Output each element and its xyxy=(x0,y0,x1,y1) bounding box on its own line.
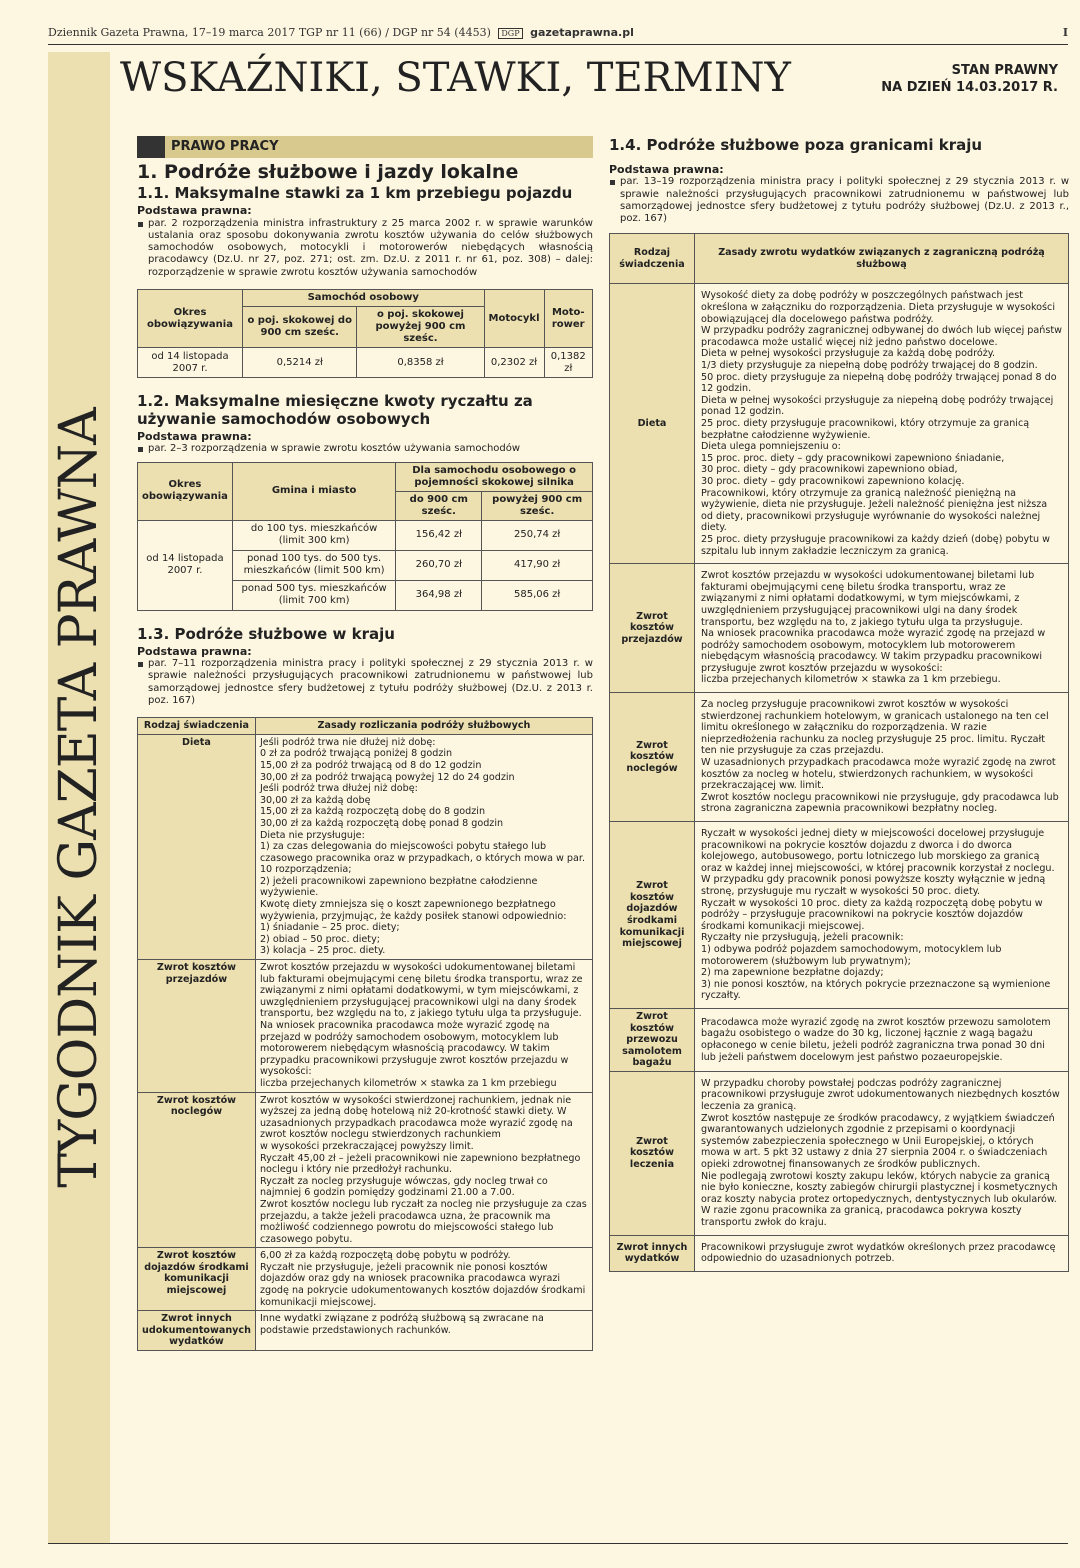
s12-basis: par. 2–3 rozporządzenia w sprawie zwrotu kosztów używania samochodów xyxy=(137,443,593,455)
spine-banner xyxy=(48,52,110,1544)
section-bar xyxy=(137,136,593,158)
right-column xyxy=(609,136,1069,1272)
s14-title: 1.4. Podróże służbowe poza granicami kraju xyxy=(609,136,983,154)
dgp-logo: DGP xyxy=(498,28,522,39)
left-column xyxy=(137,136,593,1351)
s14-basis: par. 13–19 rozporządzenia ministra pracy i polityki społecznej z 29 stycznia 2013 r. w sprawie należności przysługujących pracownikowi zatrudnionemu w państwowej lub samorządowej jednostce sfery budżetowej z tytułu podróży służbowej (Dz.U. z 2013 r., poz. 167) xyxy=(609,176,1069,225)
s14-basis-label: Podstawa prawna: xyxy=(609,163,724,176)
s14-table: Rodzaj świadczenia Zasady zwrotu wydatków związanych z zagraniczną podróżą służbową Dieta Wysokość diety za dobę podróży w poszczególnych państwach jest określona w załączniku do rozporządzenia. Dieta przysługuje w wysokości obowiązującej dla docelowego państwa podróży. W przypadku podróży zagranicznej odbywanej do dwóch lub więcej państw pracodawca może ustalić więcej niż jedno państwo docelowe. Dieta w pełnej wysokości przysługuje za każdą dobę podróży. 1/3 diety przysługuje za niepełną dobę podróży trwającej do 8 godzin. 50 proc. diety przysługuje za niepełną dobę podróży trwającej ponad 8 do 12 godzin. Dieta w pełnej wysokości przysługuje za niepełną dobę podróży trwającej ponad 12 godzin. 25 proc. diety przysługuje pracownikowi, który otrzymuje za granicą bezpłatne całodzienne wyżywienie. Dieta ulega pomniejszeniu o: 15 proc. proc. diety – gdy pracownikowi zapewniono śniadanie, 30 proc. diety – gdy pracownikowi zapewniono obiad, 30 proc. diety – gdy pracownikowi zapewniono kolację. Pracownikowi, który otrzymuje za granicą należność pieniężną na wyżywienie, dieta nie przysługuje. Jeżeli należność pieniężna jest niższa od diety, pracownikowi przysługuje wyrównanie do wysokości należnej diety. 25 proc. diety przysługuje pracownikowi za każdy dzień (dobę) pobytu w szpitalu lub innym zakładzie leczniczym za granicą. Zwrot kosztów przejazdów Zwrot kosztów przejazdu w wysokości udokumentowanej biletami lub fakturami obejmującymi cenę biletu środka transportu, wraz ze związanymi z nimi opłatami dodatkowymi, w tym miejscówkami, z uwzględnieniem przysługującej pracownikowi ulgi na dany środek transportu, bez względu na to, z jakiego tytułu ulga ta przysługuje. Na wniosek pracownika pracodawca może wyrazić zgodę na przejazd w podróży samochodem osobowym, motocyklem lub motorowerem niebędącym własnością pracodawcy. W takim przypadku pracownikowi przysługuje zwrot kosztów przejazdu w wysokości: liczba przejechanych kilometrów × stawka za 1 km przebiegu. Zwrot kosztów noclegów Za nocleg przysługuje pracownikowi zwrot kosztów w wysokości stwierdzonej rachunkiem hotelowym, w granicach ustalonego na ten cel limitu określonego w załączniku do rozporządzenia. W razie nieprzedłożenia rachunku za nocleg przysługuje 25 proc. limitu. Ryczałt ten nie przysługuje za czas przejazdu. W uzasadnionych przypadkach pracodawca może wyrazić zgodę na zwrot kosztów za nocleg w hotelu, stwierdzonych rachunkiem, w wysokości przekraczającej ww. limit. Zwrot kosztów noclegu pracownikowi nie przysługuje, gdy pracodawca lub strona zagraniczna zapewnia pracownikowi bezpłatny nocleg. Zwrot kosztów dojazdów środkami komunikacji miejscowej Ryczałt w wysokości jednej diety w miejscowości docelowej przysługuje pracownikowi na pokrycie kosztów dojazdu z dworca i do dworca kolejowego, autobusowego, portu lotniczego lub morskiego za granicą oraz w każdej innej miejscowości, w której pracownik korzystał z noclegu. W przypadku gdy pracownik ponosi powyższe koszty wyłącznie w jedną stronę, przysługuje mu ryczałt w wysokości 50 proc. diety. Ryczałt w wysokości 10 proc. diety za każdą rozpoczętą dobę pobytu w podróży – przysługuje pracownikowi na pokrycie kosztów dojazdów środkami komunikacji miejscowej. Ryczałty nie przysługują, jeżeli pracownik: 1) odbywa podróż pojazdem samochodowym, motocyklem lub motorowerem (służbowym lub prywatnym); 2) ma zapewnione bezpłatne dojazdy; 3) nie ponosi kosztów, na których pokrycie przeznaczone są wymienione ryczałty. Zwrot kosztów przewozu samolotem bagażu Pracodawca może wyrazić zgodę na zwrot kosztów przewozu samolotem bagażu osobistego o wadze do 30 kg, liczonej łącznie z wagą bagażu opłaconego w cenie biletu, jeżeli podróż zagraniczna trwa ponad 30 dni lub jeżeli państwem docelowym jest państwo pozaeuropejskie. Zwrot kosztów leczenia W przypadku choroby powstałej podczas podróży zagranicznej pracownikowi przysługuje zwrot udokumentowanych niezbędnych kosztów leczenia za granicą. Zwrot kosztów następuje ze środków pracodawcy, z wyjątkiem świadczeń gwarantowanych udzielonych zgodnie z przepisami o koordynacji systemów zabezpieczenia społecznego w Unii Europejskiej, o których mowa w art. 5 pkt 32 ustawy z dnia 27 sierpnia 2004 r. o świadczeniach opieki zdrowotnej finansowanych ze środków publicznych. Nie podlegają zwrotowi koszty zakupu leków, których nabycie za granicą nie było konieczne, koszty zabiegów chirurgii plastycznej i kosmetycznych oraz koszty nabycia protez ortopedycznych, dentystycznych lub okularów. W razie zgonu pracownika za granicą, pracodawca pokrywa koszty transportu zwłok do kraju. Zwrot innych wydatków Pracownikowi przysługuje zwrot wydatków określonych przez pracodawcę odpowiednio do uzasadnionych potrzeb. xyxy=(609,233,1069,1271)
legal-status: STAN PRAWNY NA DZIEŃ 14.03.2017 R. xyxy=(881,63,1058,95)
s1-title: 1. Podróże służbowe i jazdy lokalne xyxy=(137,161,519,183)
header-site[interactable]: gazetaprawna.pl xyxy=(530,26,634,39)
s12-basis-label: Podstawa prawna: xyxy=(137,430,252,444)
page-header xyxy=(48,22,1068,44)
page-number: I xyxy=(1062,26,1068,39)
s13-basis: par. 7–11 rozporządzenia ministra pracy i polityki społecznej z 29 stycznia 2013 r. w sprawie należności przysługujących pracownikowi zatrudnionemu w państwowej lub samorządowej jednostce sfery budżetowej z tytułu podróży służbowej (Dz.U. z 2013 r. poz. 167) xyxy=(137,658,593,707)
s11-basis-label: Podstawa prawna: xyxy=(137,204,252,218)
s12-title: 1.2. Maksymalne miesięczne kwoty ryczałtu za używanie samochodów osobowych xyxy=(137,392,533,429)
s13-title: 1.3. Podróże służbowe w kraju xyxy=(137,624,395,643)
s12-table: Okres obowiązywania Gmina i miasto Dla samochodu osobowego o pojemności skokowej silnika do 900 cm sześc. powyżej 900 cm sześc. od 14 listopada 2007 r. do 100 tys. mieszkańców (limit 300 km) 156,42 zł 250,74 zł ponad 100 tys. do 500 tys. mieszkańców (limit 500 km) 260,70 zł 417,90 zł ponad 500 tys. mieszkańców (limit 700 km) 364,98 zł 585,06 zł xyxy=(137,462,593,611)
s11-basis: par. 2 rozporządzenia ministra infrastruktury z 25 marca 2002 r. w sprawie warunków ustalania oraz sposobu dokonywania zwrotu kosztów używania do celów służbowych samochodów osobowych, motocykli i motorowerów niebędących własnością pracodawcy (Dz.U. nr 27, poz. 271; ost. zm. Dz.U. z 2011 r. nr 61, poz. 308) – dalej: rozporządzenie w sprawie zwrotu kosztów używania samochodów xyxy=(137,218,593,279)
top-rule xyxy=(48,44,1068,45)
s11-table: Okres obowiązywania Samochód osobowy Motocykl Moto- rower o poj. skokowej do 900 cm sześc. o poj. skokowej powyżej 900 cm sześc. od 14 listopada 2007 r. 0,5214 zł 0,8358 zł 0,2302 zł 0,1382 zł xyxy=(137,289,593,378)
bottom-rule xyxy=(48,1543,1068,1544)
s13-table: Rodzaj świadczenia Zasady rozliczania podróży służbowych Dieta Jeśli podróż trwa nie dłużej niż dobę: 0 zł za podróż trwającą poniżej 8 godzin 15,00 zł za podróż trwającą od 8 do 12 godzin 30,00 zł za podróż trwającą powyżej 12 do 24 godzin Jeśli podróż trwa dłużej niż dobę: 30,00 zł za każdą dobę 15,00 zł za każdą rozpoczętą dobę do 8 godzin 30,00 zł za każdą rozpoczętą dobę ponad 8 godzin Dieta nie przysługuje: 1) za czas delegowania do miejscowości pobytu stałego lub czasowego pracownika oraz w przypadkach, o których mowa w par. 10 rozporządzenia; 2) jeżeli pracownikowi zapewniono bezpłatne całodzienne wyżywienie. Kwotę diety zmniejsza się o koszt zapewnionego bezpłatnego wyżywienia, przyjmując, że każdy posiłek stanowi odpowiednio: 1) śniadanie – 25 proc. diety; 2) obiad – 50 proc. diety; 3) kolacja – 25 proc. diety. Zwrot kosztów przejazdów Zwrot kosztów przejazdu w wysokości udokumentowanej biletami lub fakturami obejmującymi cenę biletu środka transportu, wraz ze związanymi z nimi opłatami dodatkowymi, w tym miejscówkami, z uwzględnieniem przysługującej pracownikowi ulgi na dany środek transportu, bez względu na to, z jakiego tytułu ulga ta przysługuje. Na wniosek pracownika pracodawca może wyrazić zgodę na przejazd w podróży samochodem osobowym, motocyklem lub motorowerem niebędącym własnością pracodawcy. W takim przypadku pracownikowi przysługuje zwrot kosztów przejazdu w wysokości: liczba przejechanych kilometrów × stawka za 1 km przebiegu Zwrot kosztów noclegów Zwrot kosztów w wysokości stwierdzonej rachunkiem, jednak nie wyższej za jedną dobę hotelową niż 20-krotność stawki diety. W uzasadnionych przypadkach pracodawca może wyrazić zgodę na zwrot kosztów noclegu stwierdzonych rachunkiem w wysokości przekraczającej powyższy limit. Ryczałt 45,00 zł – jeżeli pracownikowi nie zapewniono bezpłatnego noclegu i który nie przedłożył rachunku. Ryczałt za nocleg przysługuje wówczas, gdy nocleg trwał co najmniej 6 godzin pomiędzy godzinami 21.00 a 7.00. Zwrot kosztów noclegu lub ryczałt za nocleg nie przysługuje za czas przejazdu, a także jeżeli pracodawca uzna, że pracownik ma możliwość codziennego powrotu do miejscowości stałego lub czasowego pobytu. Zwrot kosztów dojazdów środkami komunikacji miejscowej 6,00 zł za każdą rozpoczętą dobę pobytu w podróży. Ryczałt nie przysługuje, jeżeli pracownik nie ponosi kosztów dojazdów oraz gdy na wniosek pracownika pracodawca wyrazi zgodę na pokrycie udokumentowanych kosztów dojazdów środkami komunikacji miejscowej. Zwrot innych udokumentowanych wydatków Inne wydatki związane z podróżą służbową są zwracane na podstawie przedstawionych rachunków. xyxy=(137,717,593,1351)
header-issue: Dziennik Gazeta Prawna, 17–19 marca 2017 TGP nr 11 (66) / DGP nr 54 (4453) xyxy=(48,26,491,39)
section-label: PRAWO PRACY xyxy=(165,136,593,158)
s13-basis-label: Podstawa prawna: xyxy=(137,644,252,658)
page-title: WSKAŹNIKI, STAWKI, TERMINY xyxy=(120,55,791,101)
s11-title: 1.1. Maksymalne stawki za 1 km przebiegu pojazdu xyxy=(137,184,573,203)
spine-title: TYGODNIK GAZETA PRAWNA xyxy=(49,408,109,1188)
